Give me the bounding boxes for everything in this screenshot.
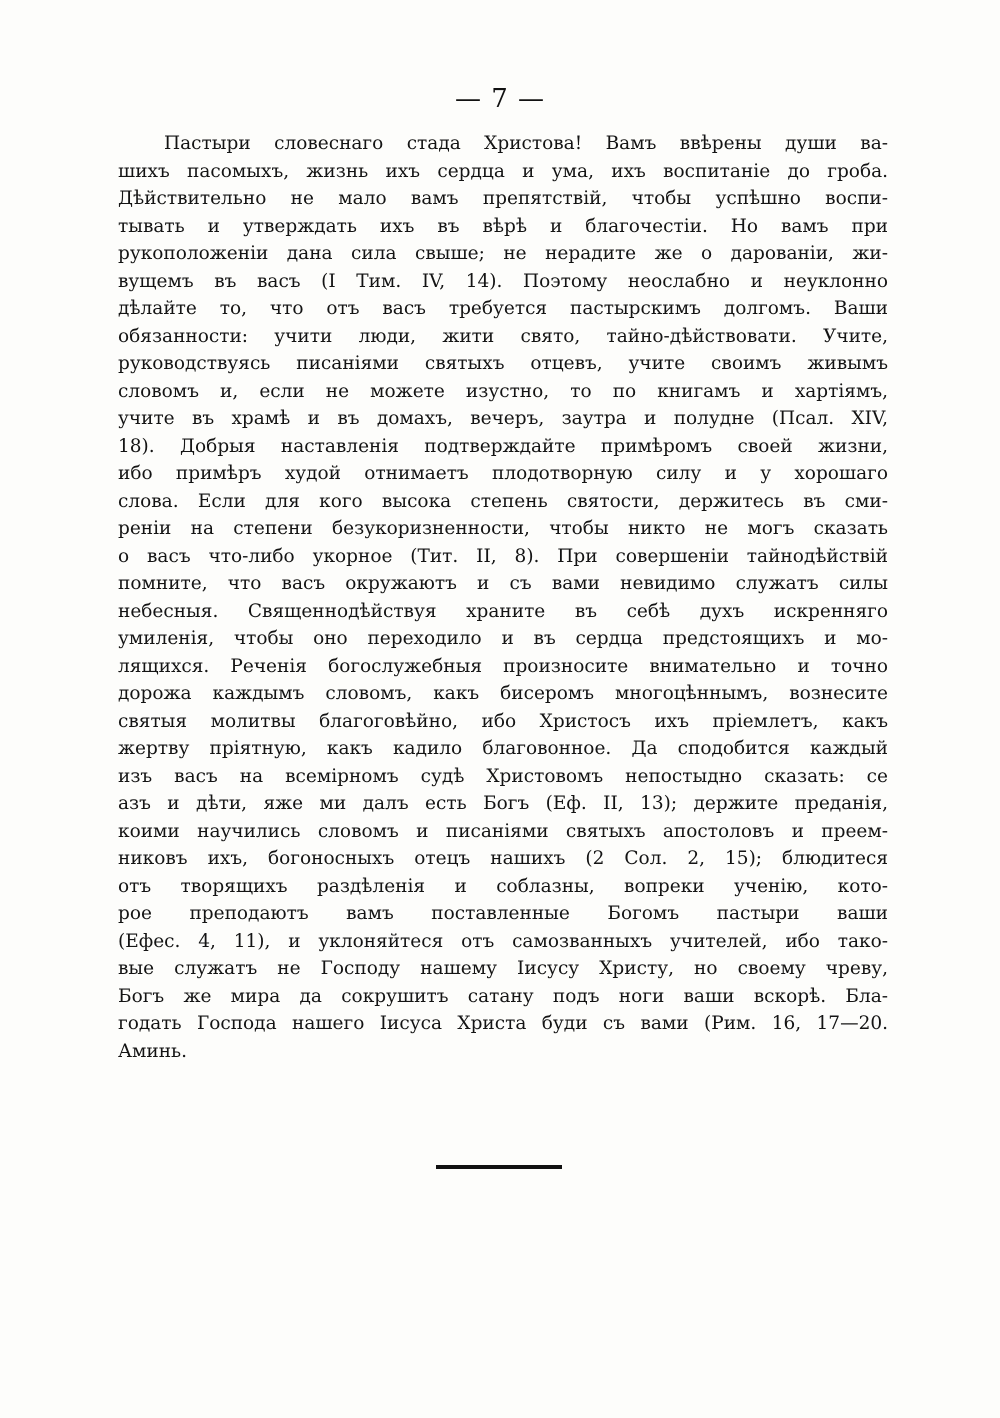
body-text: [118, 130, 888, 1065]
text-line: Богъ же мира да сокрушитъ сатану подъ ноги ваши вскорѣ. Бла-: [118, 985, 888, 1007]
text-line: небесныя. Священнодѣйствуя храните въ себѣ духъ искренняго: [118, 600, 888, 622]
text-line: жертву пріятную, какъ кадило благовонное. Да сподобится каждый: [118, 738, 888, 759]
text-line: помните, что васъ окружаютъ и съ вами невидимо служатъ силы: [118, 573, 888, 594]
text-line-final: Аминь.: [118, 1040, 188, 1062]
text-line: дѣлайте то, что отъ васъ требуется пастырскимъ долгомъ. Ваши: [118, 298, 888, 319]
text-line: ибо примѣръ худой отнимаетъ плодотворную силу и у хорошаго: [118, 463, 888, 484]
text-line: отъ творящихъ раздѣленія и соблазны, вопреки ученію, кото-: [118, 875, 888, 897]
text-line: рое преподаютъ вамъ поставленные Богомъ пастыри ваши: [118, 903, 888, 924]
text-line: дорожа каждымъ словомъ, какъ бисеромъ многоцѣннымъ, вознесите: [118, 683, 888, 704]
text-line: 18). Добрыя наставленія подтверждайте примѣромъ своей жизни,: [118, 435, 888, 457]
text-line: руководствуясь писаніями святыхъ отцевъ, учите своимъ живымъ: [118, 353, 888, 374]
page-number: — 7 —: [454, 84, 546, 114]
text-line: словомъ и, если не можете изустно, то по книгамъ и хартіямъ,: [118, 380, 888, 402]
text-line: лящихся. Реченія богослужебныя произносите внимательно и точно: [118, 655, 888, 677]
text-line: слова. Если для кого высока степень святости, держитесь въ сми-: [118, 490, 888, 512]
text-line: умиленія, чтобы оно переходило и въ сердца предстоящихъ и мо-: [118, 628, 888, 649]
text-line: изъ васъ на всемірномъ судѣ Христовомъ непостыдно сказать: се: [118, 765, 888, 787]
text-line: Пастыри словеснаго стада Христова! Вамъ ввѣрены души ва-: [164, 133, 888, 154]
text-line: вущемъ въ васъ (I Тим. IV, 14). Поэтому неослабно и неуклонно: [118, 270, 888, 292]
text-line: (Ефес. 4, 11), и уклоняйтеся отъ самозванныхъ учителей, ибо тако-: [118, 930, 888, 952]
text-line: рукоположеніи дана сила свыше; не нерадите же о дарованіи, жи-: [118, 243, 888, 264]
text-line: вые служатъ не Господу нашему Іисусу Христу, но своему чреву,: [118, 958, 888, 979]
text-line: Дѣйствительно не мало вамъ препятствій, чтобы успѣшно воспи-: [118, 188, 888, 209]
text-line: святыя молитвы благоговѣйно, ибо Христосъ ихъ пріемлетъ, какъ: [118, 710, 888, 732]
text-line: обязанности: учити люди, жити свято, тайно-дѣйствовати. Учите,: [118, 325, 888, 347]
text-line: шихъ пасомыхъ, жизнь ихъ сердца и ума, ихъ воспитаніе до гроба.: [118, 160, 888, 182]
text-line: реніи на степени безукоризненности, чтобы никто не могъ сказать: [118, 518, 888, 539]
text-line: коими научились словомъ и писаніями святыхъ апостоловъ и преем-: [118, 820, 888, 842]
closing-rule: [436, 1165, 562, 1169]
text-line: азъ и дѣти, яже ми далъ есть Богъ (Еф. II, 13); держите преданія,: [118, 793, 888, 814]
text-line: учите въ храмѣ и въ домахъ, вечеръ, заутра и полудне (Псал. XIV,: [118, 408, 888, 429]
text-line: никовъ ихъ, богоносныхъ отецъ нашихъ (2 Сол. 2, 15); блюдитеся: [118, 848, 888, 869]
text-line: тывать и утверждать ихъ въ вѣрѣ и благочестіи. Но вамъ при: [118, 215, 888, 237]
text-line: годать Господа нашего Іисуса Христа буди съ вами (Рим. 16, 17—20.: [118, 1013, 888, 1034]
text-line: о васъ что-либо укорное (Тит. II, 8). При совершеніи тайнодѣйствій: [118, 545, 888, 567]
